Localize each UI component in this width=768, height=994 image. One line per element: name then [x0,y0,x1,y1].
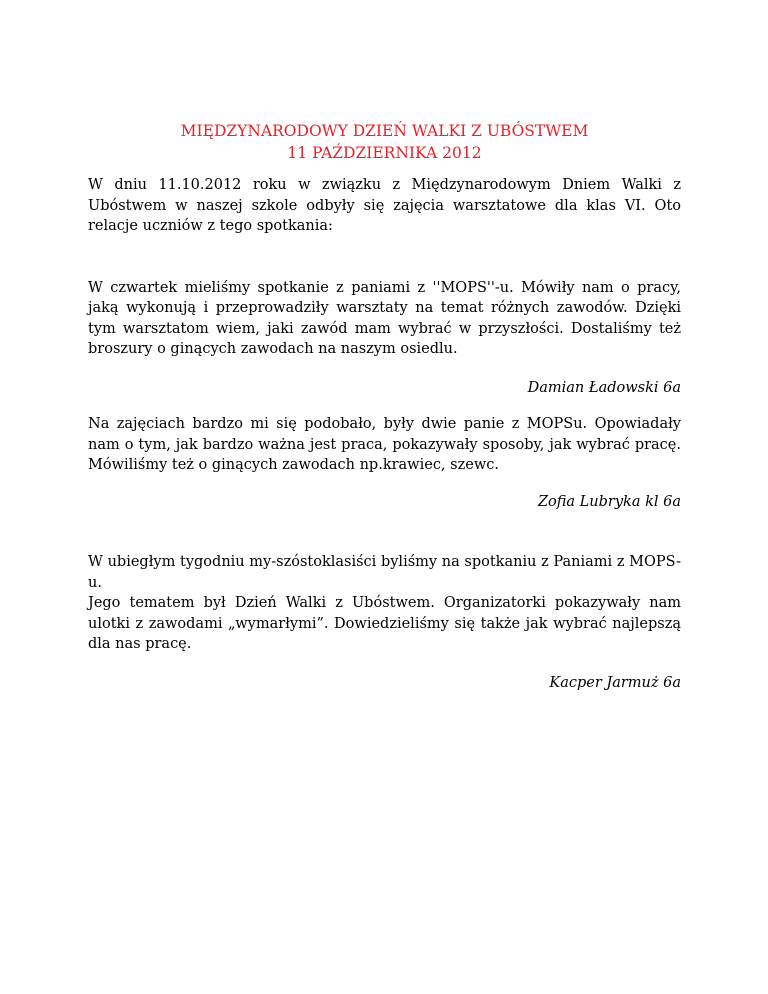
story-3-text-line-2: Jego tematem był Dzień Walki z Ubóstwem. Organizatorki pokazywały nam ulotki z zawodami „wymarłymi”. Dowiedzieliśmy się także jak wybrać najlepszą dla nas pracę. [88,595,681,652]
document-title [88,120,681,164]
story-3-text [88,552,681,655]
story-1-text: W czwartek mieliśmy spotkanie z paniami z ''MOPS''-u. Mówiły nam o pracy, jaką wykonują i przeprowadziły warsztaty na temat różnych zawodów. Dzięki tym warsztatom wiem, jaki zawód mam wybrać w przyszłości. Dostaliśmy też broszury o ginących zawodach na naszym osiedlu. [88,279,681,357]
title-line-2: 11 PAŹDZIERNIKA 2012 [287,144,482,162]
story-2-text: Na zajęciach bardzo mi się podobało, były dwie panie z MOPSu. Opowiadały nam o tym, jak bardzo ważna jest praca, pokazywały sposoby, jak wybrać pracę. Mówiliśmy też o ginących zawodach np.krawiec, szewc. [88,416,681,473]
story-2-author: Zofia Lubryka kl 6a [537,493,681,510]
document-page [88,120,681,693]
story-3-text-line-1: W ubiegłym tygodniu my-szóstoklasiści byliśmy na spotkaniu z Paniami z MOPS-u. [88,554,681,591]
story-3-author: Kacper Jarmuż 6a [549,674,681,691]
title-line-1: MIĘDZYNARODOWY DZIEŃ WALKI Z UBÓSTWEM [180,122,589,140]
intro-paragraph: W dniu 11.10.2012 roku w związku z Międzynarodowym Dniem Walki z Ubóstwem w naszej szkole odbyły się zajęcia warsztatowe dla klas VI. Oto relacje uczniów z tego spotkania: [88,177,681,234]
story-1-author: Damian Ładowski 6a [527,379,681,396]
